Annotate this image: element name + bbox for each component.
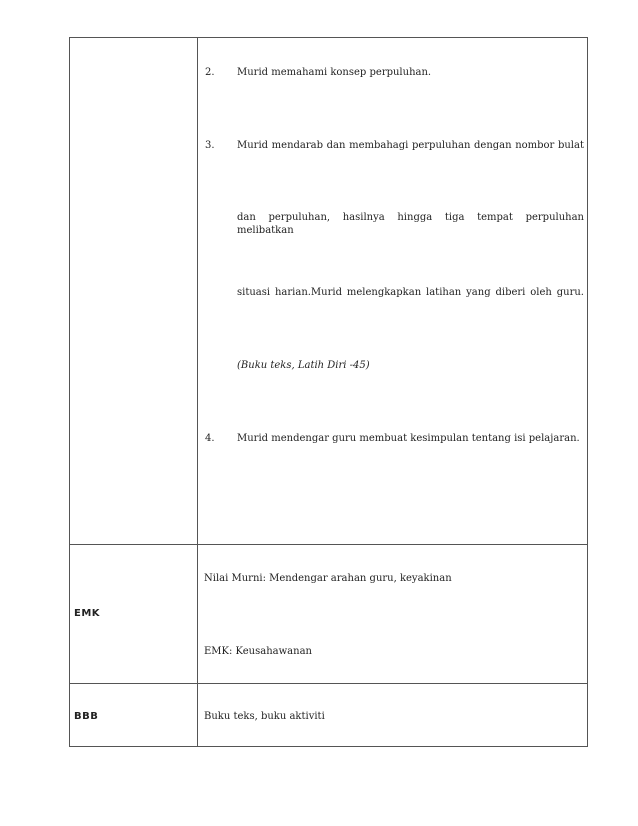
activity-content-cell [198, 38, 588, 545]
emk-row [70, 545, 588, 684]
step-text-line-2: dan perpuluhan, hasilnya hingga tiga tempat perpuluhan melibatkan [237, 212, 584, 236]
lesson-plan-table [69, 37, 588, 747]
step-number: 3. [205, 140, 215, 151]
step-number: 4. [205, 433, 215, 444]
step-text-line-3: situasi harian.Murid melengkapkan latihan yang diberi oleh guru. [237, 287, 584, 298]
activity-label-cell [70, 38, 198, 545]
bbb-text: Buku teks, buku aktiviti [204, 711, 325, 722]
emk-label: EMK [74, 608, 101, 619]
step-text: Murid mendengar guru membuat kesimpulan tentang isi pelajaran. [237, 433, 580, 444]
textbook-reference: (Buku teks, Latih Diri -45) [237, 360, 370, 371]
bbb-label: BBB [74, 711, 99, 722]
bbb-row [70, 684, 588, 747]
emk-label-cell [70, 545, 198, 684]
step-number: 2. [205, 67, 215, 78]
activity-row [70, 38, 588, 545]
emk-text: EMK: Keusahawanan [204, 646, 312, 657]
bbb-label-cell [70, 684, 198, 747]
step-text: Murid memahami konsep perpuluhan. [237, 67, 432, 78]
bbb-content-cell [198, 684, 588, 747]
emk-content-cell [198, 545, 588, 684]
step-text-line-1: Murid mendarab dan membahagi perpuluhan dengan nombor bulat [237, 140, 584, 151]
nilai-murni-text: Nilai Murni: Mendengar arahan guru, keyakinan [204, 573, 452, 584]
